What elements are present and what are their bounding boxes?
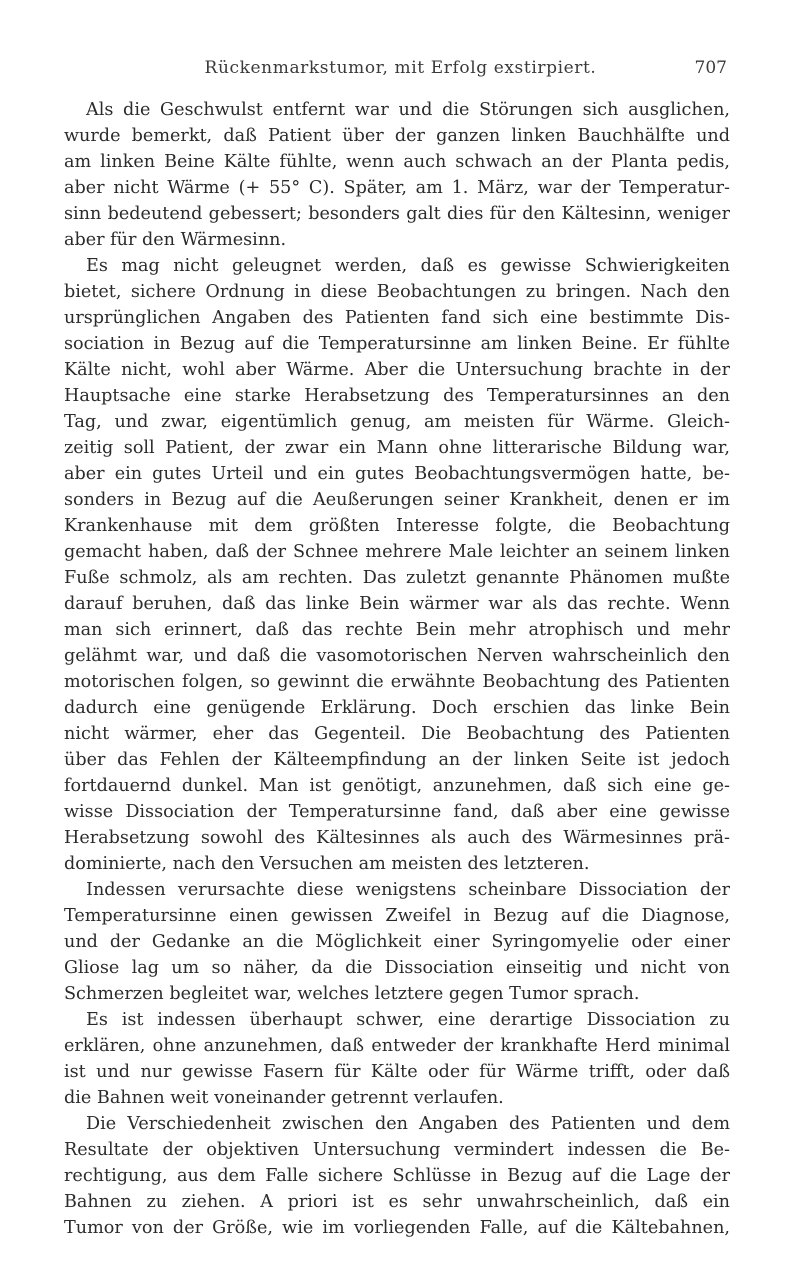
text-line: darauf beruhen, daß das linke Bein wärmer war als das rechte. Wenn — [64, 594, 730, 614]
text-line: zeitig soll Patient, der zwar ein Mann ohne litterarische Bildung war, — [64, 438, 730, 458]
text-line: Hauptsache eine starke Herabsetzung des Temperatursinnes an den — [64, 386, 730, 406]
text-line: Herabsetzung sowohl des Kältesinnes als auch des Wärmesinnes prä- — [64, 828, 730, 848]
text-line: motorischen folgen, so gewinnt die erwähnte Beobachtung des Patienten — [64, 672, 730, 692]
text-line: ursprünglichen Angaben des Patienten fand sich eine bestimmte Dis- — [64, 308, 730, 328]
text-line: bietet, sichere Ordnung in diese Beobachtungen zu bringen. Nach den — [64, 282, 730, 302]
text-line: ist und nur gewisse Fasern für Kälte oder für Wärme trifft, oder daß — [64, 1062, 730, 1082]
text-line: sociation in Bezug auf die Temperatursinne am linken Beine. Er fühlte — [64, 334, 730, 354]
text-line: Als die Geschwulst entfernt war und die Störungen sich ausglichen, — [86, 100, 730, 120]
text-line: aber ein gutes Urteil und ein gutes Beobachtungsvermögen hatte, be- — [64, 464, 730, 484]
text-line: Gliose lag um so näher, da die Dissociation einseitig und nicht von — [64, 958, 730, 978]
text-line: erklären, ohne anzunehmen, daß entweder der krankhafte Herd minimal — [64, 1036, 730, 1056]
text-line: dadurch eine genügende Erklärung. Doch erschien das linke Bein — [64, 698, 730, 718]
text-line: Es ist indessen überhaupt schwer, eine derartige Dissociation zu — [86, 1010, 730, 1030]
text-line: gelähmt war, und daß die vasomotorischen Nerven wahrscheinlich den — [64, 646, 730, 666]
running-title: Rückenmarkstumor, mit Erfolg exstirpiert. — [204, 58, 597, 78]
text-line: aber für den Wärmesinn. — [64, 230, 287, 250]
text-line: Kälte nicht, wohl aber Wärme. Aber die Untersuchung brachte in der — [64, 360, 730, 380]
text-line: Die Verschiedenheit zwischen den Angaben des Patienten und dem — [86, 1114, 730, 1134]
text-line: Temperatursinne einen gewissen Zweifel in Bezug auf die Diagnose, — [64, 906, 730, 926]
text-line: am linken Beine Kälte fühlte, wenn auch schwach an der Planta pedis, — [64, 152, 730, 172]
text-line: die Bahnen weit voneinander getrennt verlaufen. — [64, 1088, 504, 1108]
text-line: Schmerzen begleitet war, welches letztere gegen Tumor sprach. — [64, 984, 640, 1004]
text-line: Tag, und zwar, eigentümlich genug, am meisten für Wärme. Gleich- — [64, 412, 730, 432]
text-line: aber nicht Wärme (+ 55° C). Später, am 1. März, war der Temperatur- — [64, 178, 730, 198]
text-line: Fuße schmolz, als am rechten. Das zuletzt genannte Phänomen mußte — [64, 568, 730, 588]
text-line: Resultate der objektiven Untersuchung vermindert indessen die Be- — [64, 1140, 730, 1160]
text-line: dominierte, nach den Versuchen am meisten des letzteren. — [64, 854, 590, 874]
text-line: rechtigung, aus dem Falle sichere Schlüsse in Bezug auf die Lage der — [64, 1166, 730, 1186]
text-line: Es mag nicht geleugnet werden, daß es gewisse Schwierigkeiten — [86, 256, 730, 276]
text-line: Tumor von der Größe, wie im vorliegenden Falle, auf die Kältebahnen, — [64, 1218, 730, 1238]
text-line: nicht wärmer, eher das Gegenteil. Die Beobachtung des Patienten — [64, 724, 730, 744]
text-line: gemacht haben, daß der Schnee mehrere Male leichter an seinem linken — [64, 542, 730, 562]
text-line: Bahnen zu ziehen. A priori ist es sehr unwahrscheinlich, daß ein — [64, 1192, 730, 1212]
text-line: Krankenhause mit dem größten Interesse folgte, die Beobachtung — [64, 516, 730, 536]
text-line: wisse Dissociation der Temperatursinne fand, daß aber eine gewisse — [64, 802, 730, 822]
text-line: Indessen verursachte diese wenigstens scheinbare Dissociation der — [86, 880, 730, 900]
text-line: man sich erinnert, daß das rechte Bein mehr atrophisch und mehr — [64, 620, 730, 640]
text-line: sonders in Bezug auf die Aeußerungen seiner Krankheit, denen er im — [64, 490, 730, 510]
running-head — [0, 58, 801, 82]
text-line: und der Gedanke an die Möglichkeit einer Syringomyelie oder einer — [64, 932, 730, 952]
text-line: über das Fehlen der Kälteempfindung an der linken Seite ist jedoch — [64, 750, 730, 770]
page-number: 707 — [694, 58, 727, 78]
body-text — [64, 97, 730, 1241]
text-line: sinn bedeutend gebessert; besonders galt dies für den Kältesinn, weniger — [64, 204, 730, 224]
text-line: wurde bemerkt, daß Patient über der ganzen linken Bauchhälfte und — [64, 126, 730, 146]
text-line: fortdauernd dunkel. Man ist genötigt, anzunehmen, daß sich eine ge- — [64, 776, 730, 796]
